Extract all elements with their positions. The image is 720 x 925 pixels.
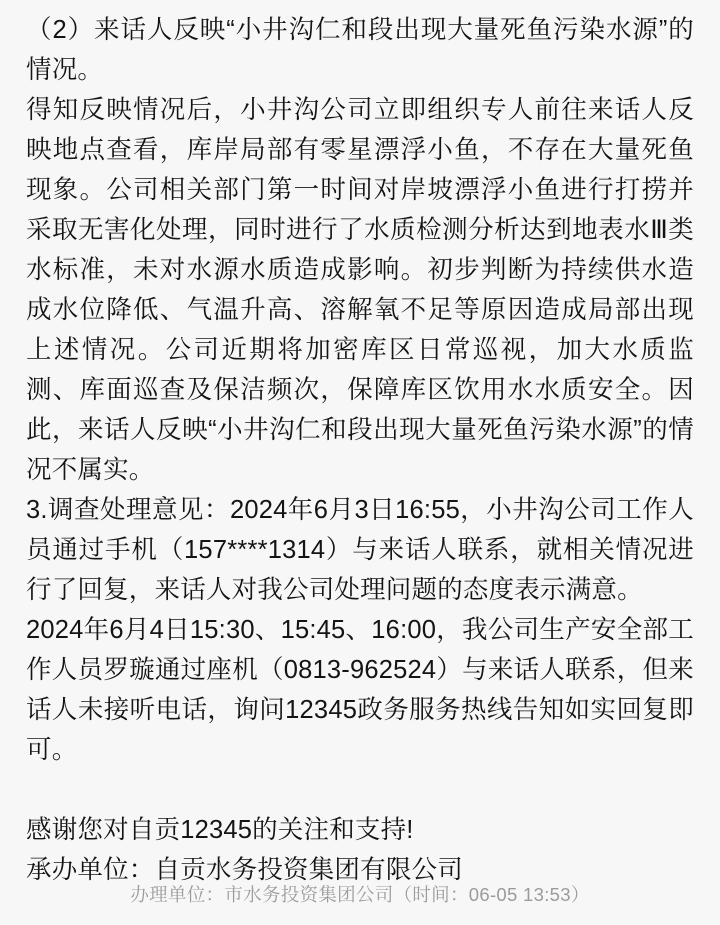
paragraph-handling-opinion: 3.调查处理意见：2024年6月3日16:55，小井沟公司工作人员通过手机（157****1314）与来话人联系，就相关情况进行了回复，来话人对我公司处理问题的态度表示满意。 [26, 496, 694, 604]
paragraph-spacer [26, 770, 694, 810]
paragraph-followup-calls: 2024年6月4日15:30、15:45、16:00，我公司生产安全部工作人员罗璇通过座机（0813-962524）与来话人联系，但来话人未接听电话，询问12345政务服务热线告知如实回复即可。 [26, 616, 694, 764]
footer-time: （时间：06-05 13:53） [393, 884, 590, 905]
thanks-line: 感谢您对自贡12345的关注和支持! [26, 816, 414, 844]
footer-unit: 市水务投资集团公司 [224, 884, 394, 905]
paragraph-investigation-findings: 得知反映情况后，小井沟公司立即组织专人前往来话人反映地点查看，库岸局部有零星漂浮小鱼，不存在大量死鱼现象。公司相关部门第一时间对岸坡漂浮小鱼进行打捞并采取无害化处理，同时进行了水质检测分析达到地表水Ⅲ类水标准，未对水源水质造成影响。初步判断为持续供水造成水位降低、气温升高、溶解氧不足等原因造成局部出现上述情况。公司近期将加密库区日常巡视，加大水质监测、库面巡查及保洁频次，保障库区饮用水水质安全。因此，来话人反映“小井沟仁和段出现大量死鱼污染水源”的情况不属实。 [26, 96, 694, 484]
handling-unit-label: 承办单位： [26, 856, 155, 884]
document-body [26, 10, 694, 890]
handling-unit-value: 自贡水务投资集团有限公司 [154, 856, 463, 884]
footer-prefix: 办理单位： [130, 884, 225, 905]
footer-meta [0, 881, 720, 907]
paragraph-complaint-summary: （2）来话人反映“小井沟仁和段出现大量死鱼污染水源”的情况。 [26, 16, 694, 84]
